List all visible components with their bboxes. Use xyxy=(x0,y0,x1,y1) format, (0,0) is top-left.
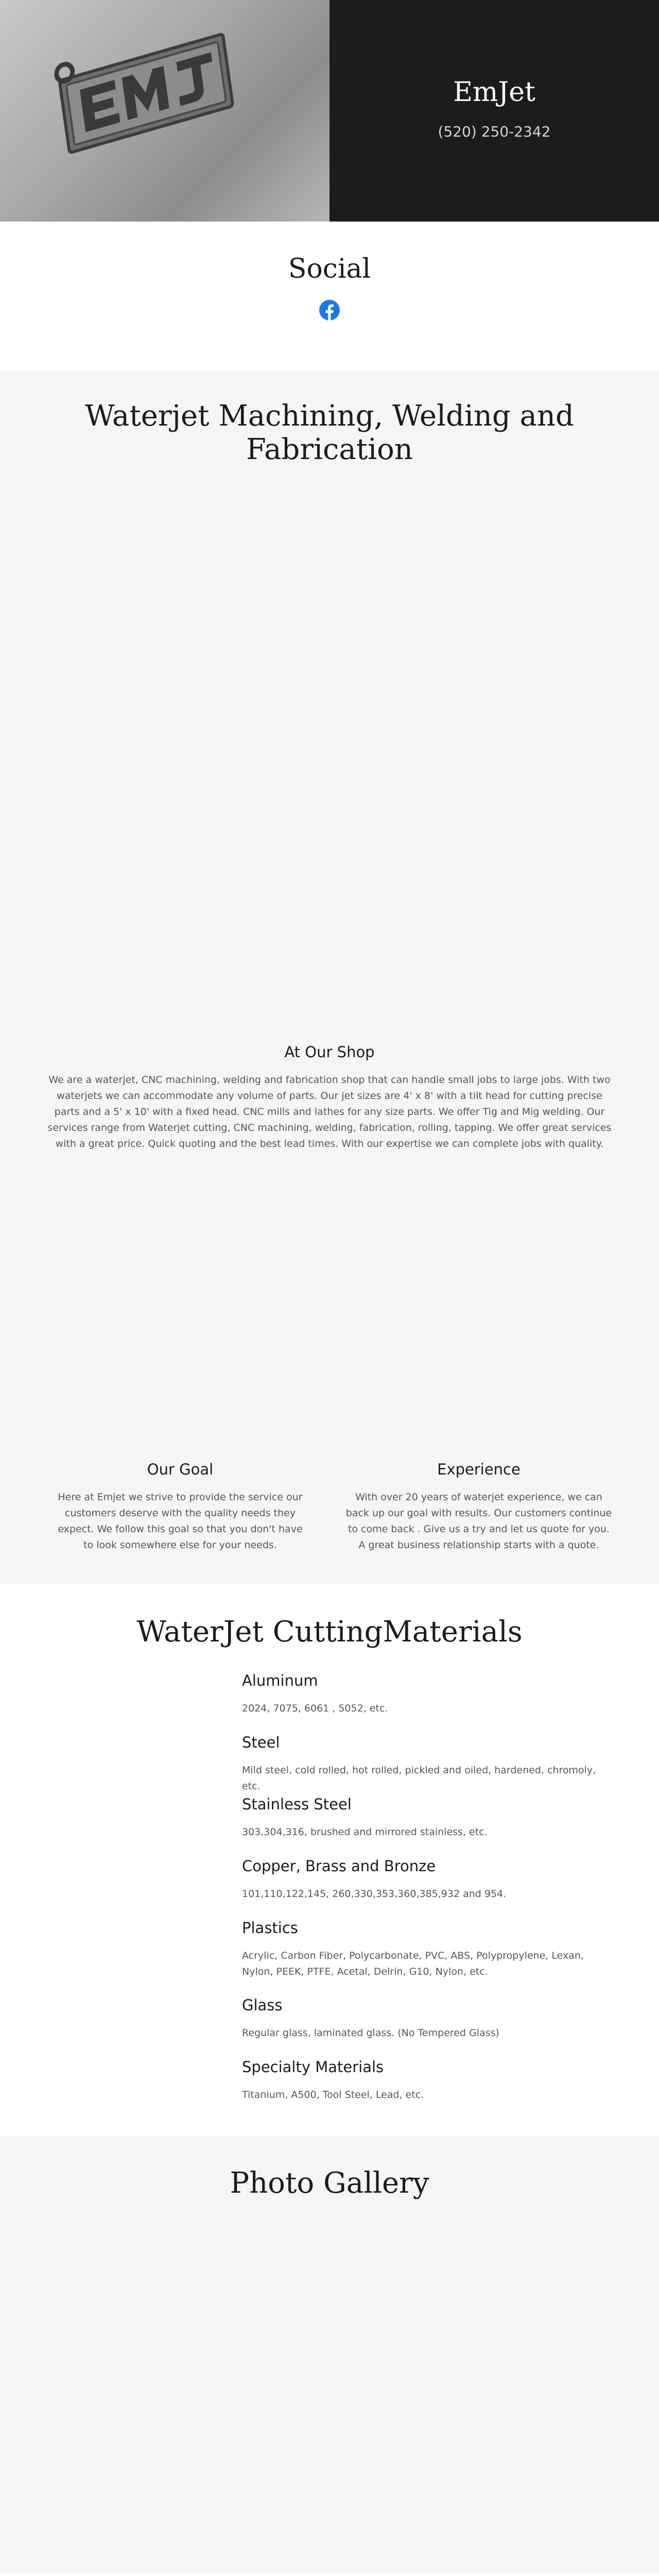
experience-text: With over 20 years of waterjet experience, we can back up our goal with results. Our customers continue to come back . Give us a try and let us quote for you. A great business relationship starts with a quote. xyxy=(345,1492,612,1551)
shop-text: We are a waterjet, CNC machining, welding and fabrication shop that can handle small jobs to large jobs. With two waterjets we can accommodate any volume of parts. Our jet sizes are 4' x 8' with a tilt head for cutting precise parts and a 5' x 10' with a fixed head. CNC mills and lathes for any size parts. We offer Tig and Mig welding. Our services range from Waterjet cutting, CNC machining, welding, fabrication, rolling, tapping. We offer great services with a great price. Quick quoting and the best lead times. With our expertise we can complete jobs with quality. xyxy=(47,1074,612,1149)
contact-section xyxy=(0,2573,659,2576)
social-heading: Social xyxy=(288,253,371,284)
material-title: Specialty Materials xyxy=(242,2058,384,2076)
material-text: Acrylic, Carbon Fiber, Polycarbonate, PVC, ABS, Polypropylene, Lexan, Nylon, PEEK, PTFE, Acetal, Delrin, G10, Nylon, etc. xyxy=(242,1950,584,1977)
material-item xyxy=(242,1672,388,1717)
facebook-link[interactable] xyxy=(319,300,340,323)
material-text: 303,304,316, brushed and mirrored stainless, etc. xyxy=(242,1826,488,1838)
shop-block xyxy=(46,1043,613,1152)
about-section xyxy=(0,371,659,1584)
material-item xyxy=(242,1996,499,2041)
material-text: Mild steel, cold rolled, hot rolled, pickled and oiled, hardened, chromoly, etc. xyxy=(242,1765,596,1792)
goal-block xyxy=(57,1461,304,1553)
site-title: EmJet xyxy=(453,76,535,108)
material-title: Steel xyxy=(242,1734,280,1751)
material-title: Copper, Brass and Bronze xyxy=(242,1857,436,1875)
goal-title: Our Goal xyxy=(147,1461,214,1478)
material-title: Stainless Steel xyxy=(242,1795,352,1813)
experience-block xyxy=(345,1461,613,1553)
hero-banner xyxy=(330,0,659,222)
material-item xyxy=(242,1734,613,1794)
experience-title: Experience xyxy=(437,1461,521,1478)
materials-section xyxy=(0,1584,659,2136)
material-text: 2024, 7075, 6061 , 5052, etc. xyxy=(242,1703,388,1714)
material-item xyxy=(242,1857,506,1902)
material-text: 101,110,122,145, 260,330,353,360,385,932 and 954. xyxy=(242,1888,507,1900)
hero-phone[interactable]: (520) 250-2342 xyxy=(438,123,551,140)
emjet-metal-logo xyxy=(48,15,240,164)
material-item xyxy=(242,1795,488,1840)
hero-section xyxy=(0,0,659,222)
gallery-heading: Photo Gallery xyxy=(230,2166,429,2200)
facebook-icon xyxy=(319,300,340,320)
material-title: Aluminum xyxy=(242,1672,318,1689)
material-item xyxy=(242,2058,424,2103)
shop-title: At Our Shop xyxy=(284,1043,375,1061)
gallery-section xyxy=(0,2136,659,2573)
material-item xyxy=(242,1919,613,1980)
material-text: Titanium, A500, Tool Steel, Lead, etc. xyxy=(242,2089,424,2100)
material-title: Glass xyxy=(242,1996,283,2014)
social-section xyxy=(0,222,659,371)
goal-text: Here at Emjet we strive to provide the service our customers deserve with the quality needs they expect. We follow this goal so that you don't have to look somewhere else for your needs. xyxy=(58,1492,303,1551)
hero-logo-image xyxy=(0,0,330,222)
about-heading: Waterjet Machining, Welding and Fabrication xyxy=(85,399,574,466)
material-text: Regular glass, laminated glass. (No Tempered Glass) xyxy=(242,2027,499,2039)
material-title: Plastics xyxy=(242,1919,298,1937)
materials-heading: WaterJet CuttingMaterials xyxy=(136,1615,523,1649)
